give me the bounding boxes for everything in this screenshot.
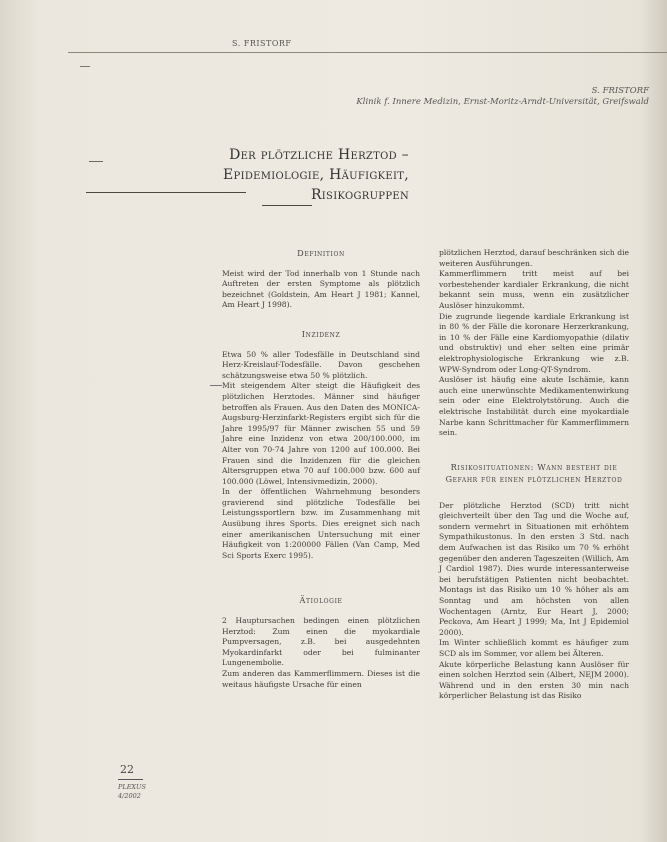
heading-aetiologie: Ätiologie <box>299 595 343 606</box>
title-rule <box>86 192 246 193</box>
page-number: 22 <box>120 763 134 776</box>
right-paragraph-1: plötzlichen Herztod, darauf beschränken sich die weiteren Ausführungen. <box>439 248 629 268</box>
right-paragraph-5: Der plötzliche Herztod (SCD) tritt nicht gleichverteilt über den Tag und die Woche auf, sondern vermehrt in Situationen mit erhöhtem Sympathikustonus. In den ersten 3 Std. nach dem Aufwachen ist das Risiko um 70 % erhöht gegenüber den anderen Tageszeiten (Willich, Am J Cardiol 1987). Dies wurde interessanterweise bei berufstätigen Patienten nicht beobachtet. Montags ist das Risiko um 10 % höher als am Sonntag und am höchsten von allen Wochentagen (Arntz, Eur Heart J, 2000; Peckova, Am Heart J 1999; Ma, Int J Epidemiol 2000). <box>439 500 629 637</box>
journal-name: PLEXUS <box>118 783 146 791</box>
heading-risikosituationen: Risikosituationen: Wann besteht die Gefahr für einen plötzlichen Herztod <box>445 461 623 484</box>
right-paragraph-4: Auslöser ist häufig eine akute Ischämie, kann auch eine unerwünschte Medikamentenwirkung sein oder eine Elektrolytstörung. Auch die elektrische Instabilität durch eine myokardiale Narbe kann Schrittmacher für Kammerflimmern sein. <box>439 375 629 438</box>
heading-inzidenz: Inzidenz <box>301 328 341 339</box>
title-dash <box>89 161 103 162</box>
journal-mark <box>118 783 146 801</box>
journal-issue: 4/2002 <box>118 792 141 800</box>
right-paragraph-2: Kammerflimmern tritt meist auf bei vorbestehender kardialer Erkrankung, die nicht bekannt sein muss, wenn ein zusätzlicher Auslöser hinzukommt. <box>439 269 629 310</box>
aetiologie-paragraph-1: 2 Hauptursachen bedingen einen plötzlichen Herztod: Zum einen die myokardiale Pumpversagen, z.B. bei ausgedehnten Myokardinfarkt oder bei fulminanter Lungenembolie. <box>222 616 420 668</box>
page-number-rule <box>118 779 143 780</box>
running-header: S. FRISTORF <box>232 39 292 48</box>
inzidenz-paragraph-3: In der öffentlichen Wahrnehmung besonders gravierend sind plötzliche Todesfälle bei Leistungssportlern bzw. im Zusammenhang mit Ausübung ihres Sports. Dies ereignet sich nach einer amerikanischen Untersuchung mit einer Häufigkeit von 1:200000 Fällen (Van Camp, Med Sci Sports Exerc 1995). <box>222 487 420 560</box>
right-paragraph-6: Im Winter schließlich kommt es häufiger zum SCD als im Sommer, vor allem bei Älteren. <box>439 638 629 658</box>
inzidenz-paragraph-2: Mit steigendem Alter steigt die Häufigkeit des plötzlichen Herztodes. Männer sind häufiger betroffen als Frauen. Aus den Daten des MONICA-Augsburg-Herzinfarkt-Registers ergibt sich für die Jahre 1995/97 für Männer zwischen 55 und 59 Jahre eine Inzidenz von etwa 200/100.000, im Alter von 70-74 Jahre von 1200 auf 100.000. Bei Frauen sind die Inzidenzen für die gleichen Altersgruppen etwa 70 auf 100.000 bzw. 600 auf 100.000 (Löwel, Intensivmedizin, 2000). <box>222 381 420 486</box>
header-divider <box>68 52 667 53</box>
title-rule-short <box>262 205 312 206</box>
heading-definition: Definition <box>297 248 345 258</box>
author-affiliation: Klinik f. Innere Medizin, Ernst-Moritz-Arndt-Universität, Greifswald <box>356 97 649 107</box>
article-title: Der plötzliche Herztod – Epidemiologie, Häufigkeit, Risikogruppen <box>223 147 409 203</box>
author-name: S. FRISTORF <box>591 86 649 96</box>
right-column <box>439 248 629 702</box>
right-paragraph-3: Die zugrunde liegende kardiale Erkrankung ist in 80 % der Fälle die koronare Herzerkrankung, in 10 % der Fälle eine Kardiomyopathie (dilativ und obstruktiv) und eher selten eine primär elektrophysiologische Erkrankung wie z.B. WPW-Syndrom oder Long-QT-Syndrom. <box>439 311 629 374</box>
left-column <box>222 248 420 690</box>
right-paragraph-7: Akute körperliche Belastung kann Auslöser für einen solchen Herztod sein (Albert, NEJM 2000). Während und in den ersten 30 min nach körperlicher Belastung ist das Risiko <box>439 659 629 701</box>
margin-mark <box>80 66 90 67</box>
inzidenz-paragraph-1: Etwa 50 % aller Todesfälle in Deutschland sind Herz-Kreislauf-Todesfälle. Davon geschehen schätzungsweise etwa 50 % plötzlich. <box>222 349 420 380</box>
definition-paragraph: Meist wird der Tod innerhalb von 1 Stunde nach Auftreten der ersten Symptome als plötzlich bezeichnet (Goldstein, Am Heart J 1981; Kannel, Am Heart J 1998). <box>222 268 420 310</box>
margin-mark <box>210 385 222 386</box>
aetiologie-paragraph-2: Zum anderen das Kammerflimmern. Dieses ist die weitaus häufigste Ursache für einen <box>222 669 420 689</box>
